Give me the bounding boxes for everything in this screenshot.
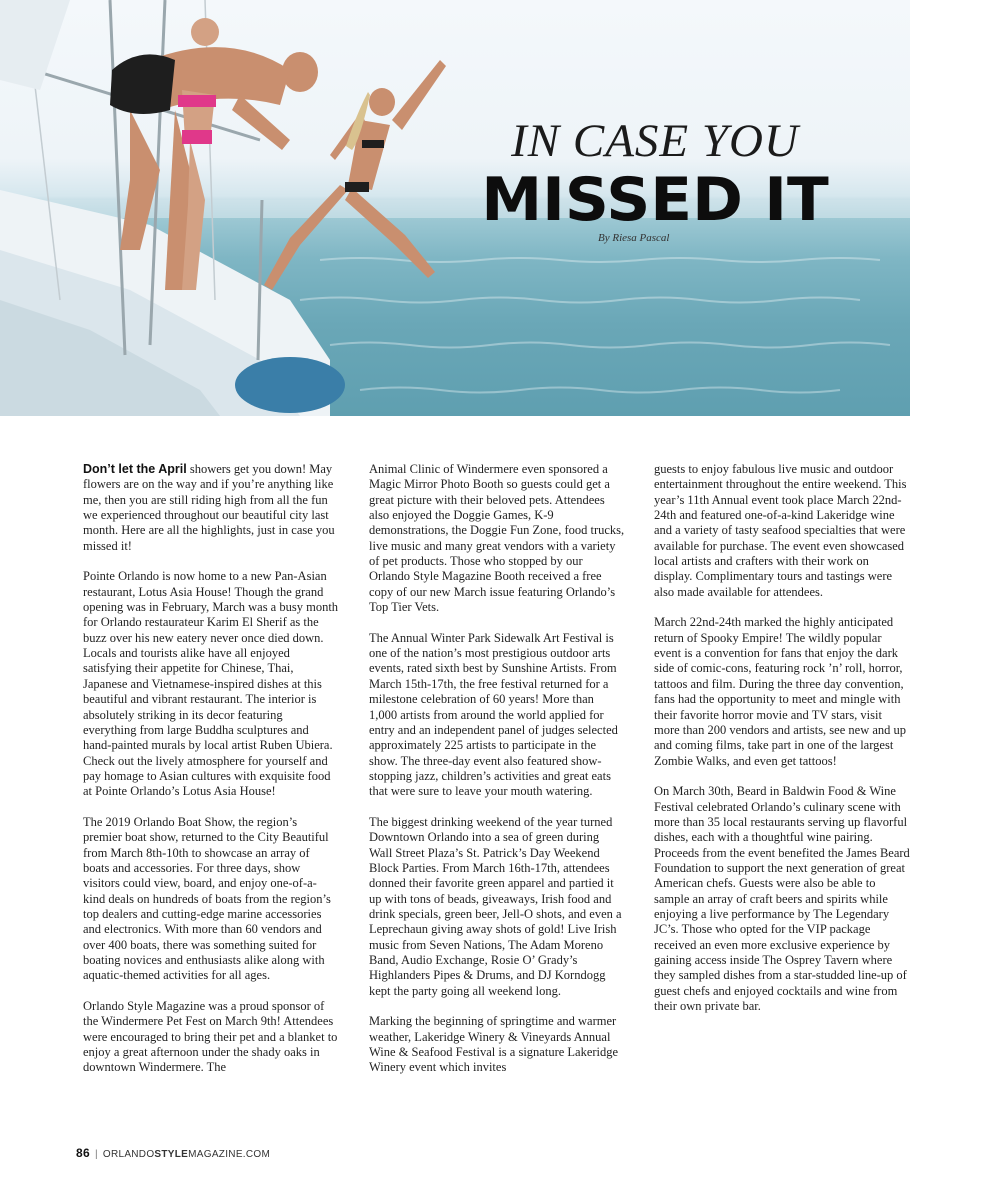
paragraph: March 22nd-24th marked the highly anticipated return of Spooky Empire! The wildly popular event is a convention for fans that enjoy the dark side of comic-cons, featuring rock ’n’ roll, horror, tattoos and film. During the three day convention, fans had the opportunity to meet and mingle with their favorite horror movie and TV stars, visit more than 200 vendors and artists, see new and up and coming films, take part in one of the largest Zombie Walks, and even get tattoos! — [654, 615, 907, 768]
site-suffix: MAGAZINE.COM — [188, 1149, 271, 1160]
lead-in: Don’t let the April — [83, 462, 187, 476]
byline: By Riesa Pascal — [598, 232, 670, 244]
headline-kicker: IN CASE YOU — [511, 115, 799, 167]
paragraph: The Annual Winter Park Sidewalk Art Festival is one of the nation’s most prestigious outdoor arts events, rated sixth best by Sunshine Artists. From March 15th-17th, the free festival returned for a milestone celebration of 60 years! More than 1,000 artists from around the world applied for entry and an independent panel of judges selected approximately 225 artists to participate in the show. The three-day event also featured show-stopping jazz, children’s activities and great eats that were sure to leave your mouth watering. — [369, 630, 618, 799]
article-column-1 — [83, 462, 339, 1091]
paragraph: Pointe Orlando is now home to a new Pan-Asian restaurant, Lotus Asia House! Though the grand opening was in February, March was a busy month for Orlando restaurateur Karim El Sherif as the buzz over his new eatery never once died down. Locals and tourists alike have all enjoyed satisfying their appetite for Chinese, Thai, Japanese and Vietnamese-inspired dishes at this beautiful and vibrant restaurant. The interior is absolutely striking in its decor featuring everything from large Buddha sculptures and hand-painted murals by local artist Ruben Ubiera. Check out the lively atmosphere for yourself and pay homage to Asian cultures with exquisite food at Pointe Orlando’s Lotus Asia House! — [83, 569, 339, 799]
paragraph: Don’t let the April showers get you down! May flowers are on the way and if you’re anything like me, then you are still riding high from all the fun we experienced throughout our beautiful city last month. Here are all the highlights, just in case you missed it! — [83, 462, 335, 553]
headline — [470, 115, 840, 233]
article-body — [83, 462, 913, 1122]
paragraph: guests to enjoy fabulous live music and outdoor entertainment throughout the entire weekend. This year’s 11th Annual event took place March 22nd-24th and featured one-of-a-kind Lakeridge wine and a variety of tasty seafood specialties that were available for purchase. The event even showcased local artists and crafters with their work on display. Complimentary tours and tastings were also made available for attendees. — [654, 462, 907, 599]
headline-title: MISSED IT — [481, 165, 829, 235]
site-bold: STYLE — [154, 1149, 189, 1160]
paragraph: The biggest drinking weekend of the year turned Downtown Orlando into a sea of green during Wall Street Plaza’s St. Patrick’s Day Weekend Block Parties. From March 16th-17th, attendees donned their favorite green apparel and partied it up with tons of beads, giveaways, Irish food and drink specials, green beer, Jell-O shots, and even a Leprechaun giving away shots of gold! Live Irish music from Seven Nations, The Adam Moreno Band, Audio Exchange, Rosie O’ Grady’s Highlanders Pipes & Drums, and DJ Korndogg kept the party going all weekend long. — [369, 814, 622, 998]
page-number: 86 — [76, 1146, 90, 1160]
paragraph: Marking the beginning of springtime and warmer weather, Lakeridge Winery & Vineyards Annual Wine & Seafood Festival is a signature Lakeridge Winery event which invites — [369, 1014, 619, 1075]
article-column-2 — [369, 462, 625, 1091]
paragraph: On March 30th, Beard in Baldwin Food & Wine Festival celebrated Orlando’s culinary scene with more than 35 local restaurants serving up flavorful dishes, each with a thoughtful wine pairing. Proceeds from the event benefited the James Beard Foundation to support the next generation of great American chefs. Guests were also be able to sample an array of craft beers and spirits while enjoying a live performance by The Legendary JC’s. Those who opted for the VIP package received an even more exclusive experience by gaining access inside The Osprey Tavern where they sampled dishes from a star-studded line-up of guest chefs and enjoyed cocktails and wine from their own private bar. — [654, 784, 910, 1014]
paragraph: Animal Clinic of Windermere even sponsored a Magic Mirror Photo Booth so guests could get a great picture with their beloved pets. Attendees also enjoyed the Doggie Games, K-9 demonstrations, the Doggie Fun Zone, food trucks, live music and many great vendors with a variety of pet products. Those who stopped by our Orlando Style Magazine Booth received a free copy of our new March issue featuring Orlando’s Top Tier Vets. — [369, 462, 625, 615]
site-prefix: ORLANDO — [102, 1149, 155, 1160]
page-footer — [76, 1146, 270, 1160]
article-column-3 — [654, 462, 910, 1030]
paragraph: Orlando Style Magazine was a proud sponsor of the Windermere Pet Fest on March 9th! Attendees were encouraged to bring their pet and a blanket to enjoy a great afternoon under the shady oaks in downtown Windermere. The — [83, 999, 338, 1075]
paragraph: The 2019 Orlando Boat Show, the region’s premier boat show, returned to the City Beautiful from March 8th-10th to showcase an array of boats and accessories. For three days, show visitors could view, board, and enjoy one-of-a-kind deals on hundreds of boats from the region’s top dealers and cutting-edge marine accessories and electronics. With more than 60 vendors and over 400 boats, there was something suited for boating novices and enthusiasts alike along with aquatic-themed activities for all ages. — [83, 814, 331, 983]
footer-separator: | — [94, 1149, 98, 1160]
